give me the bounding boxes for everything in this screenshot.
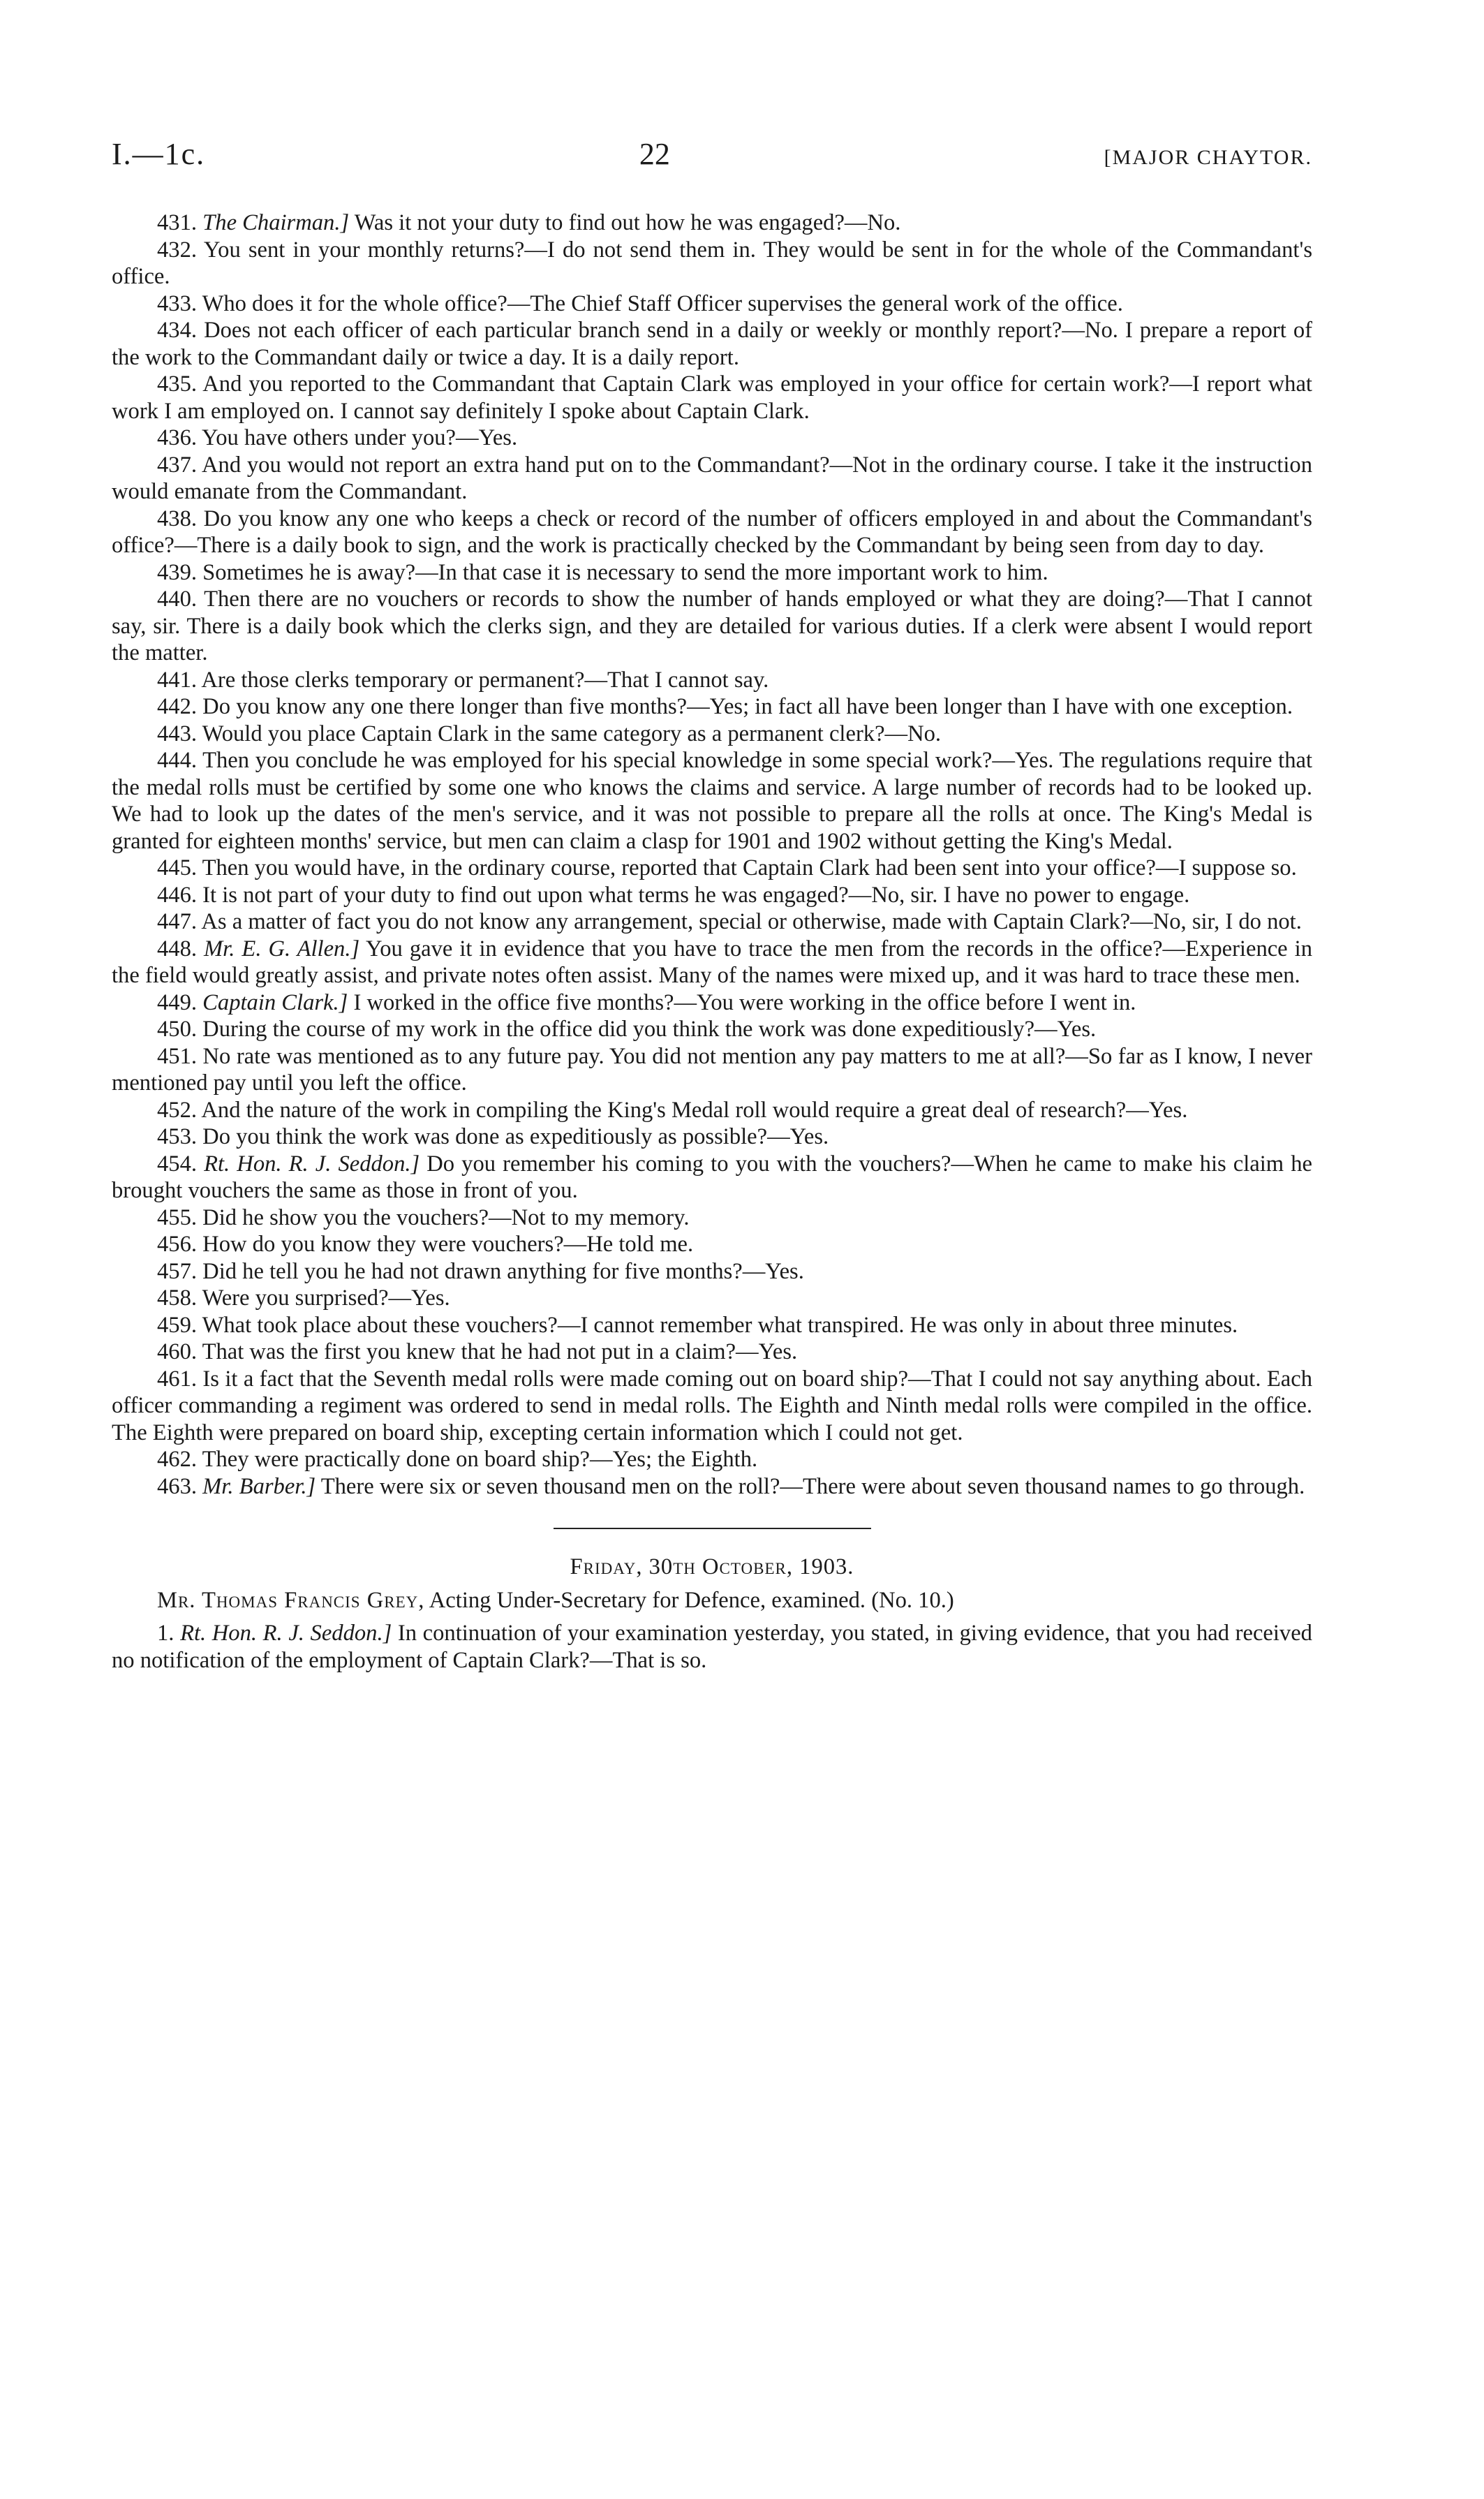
witness-number: (No. 10.) [871,1588,954,1613]
question-paragraph [112,667,1312,694]
speaker-name: Rt. Hon. R. J. Seddon.] [204,1151,420,1177]
question-paragraph [112,317,1312,371]
page-header [112,136,1312,178]
question-paragraph [112,1043,1312,1097]
question-paragraph [112,1097,1312,1124]
question-text: In continuation of your examination yesterday, you stated, in giving evidence, that you had received no notification of the employment of Captain Clark?—That is so. [112,1621,1312,1673]
evidence-body [112,209,1312,1500]
question-number: 459. [157,1312,198,1338]
question-paragraph [112,936,1312,989]
session-date: Friday, 30th October, 1903. [570,1554,854,1579]
speaker-name: Rt. Hon. R. J. Seddon.] [180,1621,392,1646]
question-number: 446. [157,882,198,908]
question-text: Did he tell you he had not drawn anything for five months?—Yes. [202,1258,804,1284]
question-text: No rate was mentioned as to any future pay. You did not mention any pay matters to me at all?—So far as I know, I never mentioned pay until you left the office. [112,1043,1312,1096]
question-paragraph [112,908,1312,936]
question-paragraph [112,1258,1312,1285]
question-paragraph [112,1123,1312,1151]
question-text: Do you know any one there longer than five months?—Yes; in fact all have been longer than I have with one exception. [202,694,1293,719]
question-number: 1. [157,1621,175,1646]
question-text: That was the first you knew that he had not put in a claim?—Yes. [202,1339,798,1364]
question-number: 456. [157,1232,198,1257]
question-number: 445. [157,855,198,880]
question-number: 461. [157,1366,198,1392]
question-number: 448. [157,936,198,961]
question-number: 455. [157,1204,198,1230]
question-paragraph [112,1016,1312,1043]
question-paragraph [112,1620,1312,1674]
question-text: And you would not report an extra hand put on to the Commandant?—Not in the ordinary course. I take it the instruction would emanate from the Commandant. [112,452,1312,504]
question-paragraph [112,1339,1312,1366]
witness-running-head: [MAJOR CHAYTOR. [1104,146,1312,169]
question-number: 458. [157,1285,198,1311]
question-text: Sometimes he is away?—In that case it is necessary to send the more important work to him. [202,559,1048,585]
question-number: 441. [157,667,198,693]
question-paragraph [112,1204,1312,1232]
question-number: 449. [157,989,198,1015]
question-number: 436. [157,425,198,450]
question-text: Who does it for the whole office?—The Chief Staff Officer supervises the general work of the office. [202,290,1123,316]
question-number: 438. [157,506,198,531]
question-text: Then there are no vouchers or records to show the number of hands employed or what they are doing?—That I cannot say, sir. There is a daily book which the clerks sign, and they are detailed for various duties. If a clerk were absent I would report the matter. [112,587,1312,665]
question-number: 453. [157,1124,198,1149]
speaker-name: Captain Clark.] [202,989,348,1015]
question-text: Is it a fact that the Seventh medal rolls were made coming out on board ship?—That I could not say anything about. Each officer commanding a regiment was ordered to send in medal rolls. The Eighth and Ninth medal rolls were compiled in the office. The Eighth were prepared on board ship, excepting certain information which I could not get. [112,1366,1312,1445]
witness-role: Acting Under-Secretary for Defence, examined. [429,1588,866,1613]
question-text: They were practically done on board ship?—Yes; the Eighth. [202,1447,758,1472]
question-number: 450. [157,1017,198,1042]
question-paragraph [112,586,1312,667]
question-paragraph [112,506,1312,559]
witness-line [112,1585,1312,1616]
question-paragraph [112,1366,1312,1447]
question-paragraph [112,882,1312,909]
question-number: 440. [157,587,198,612]
document-reference: I.—1c. [112,137,206,171]
question-text: Did he show you the vouchers?—Not to my memory. [202,1204,690,1230]
question-paragraph [112,290,1312,318]
question-paragraph [112,721,1312,748]
speaker-name: The Chairman.] [202,210,350,235]
question-text: I worked in the office five months?—You were working in the office before I went in. [353,989,1136,1015]
question-number: 432. [157,237,198,263]
question-text: Do you know any one who keeps a check or record of the number of officers employed in and about the Commandant's office?—There is a daily book to sign, and the work is practically checked by the Commandant by being seen from day to day. [112,506,1312,558]
question-number: 463. [157,1473,198,1499]
question-paragraph [112,855,1312,882]
speaker-name: Mr. E. G. Allen.] [204,936,360,961]
question-text: As a matter of fact you do not know any arrangement, special or otherwise, made with Captain Clark?—No, sir, I do not. [201,909,1302,934]
question-text: Does not each officer of each particular branch send in a daily or weekly or monthly report?—No. I prepare a report of the work to the Commandant daily or twice a day. It is a daily report. [112,318,1312,370]
question-text: Was it not your duty to find out how he was engaged?—No. [354,210,901,235]
question-text: What took place about these vouchers?—I cannot remember what transpired. He was only in about three minutes. [202,1312,1238,1338]
question-text: Do you think the work was done as expeditiously as possible?—Yes. [202,1124,829,1149]
question-paragraph [112,209,1312,237]
question-number: 439. [157,559,198,585]
question-text: You gave it in evidence that you have to trace the men from the records in the office?—Experience in the field would greatly assist, and private notes often assist. Many of the names were mixed up, and it was hard to trace these men. [112,936,1313,988]
question-paragraph [112,747,1312,855]
question-number: 434. [157,318,198,343]
question-number: 443. [157,721,198,746]
question-text: And you reported to the Commandant that Captain Clark was employed in your office for certain work?—I report what work I am employed on. I cannot say definitely I spoke about Captain Clark. [112,371,1312,424]
document-page [112,136,1312,1674]
question-text: Then you would have, in the ordinary course, reported that Captain Clark had been sent into your office?—I suppose so. [202,855,1297,880]
question-number: 454. [157,1151,198,1177]
question-paragraph [112,559,1312,587]
question-text: How do you know they were vouchers?—He told me. [202,1232,694,1257]
question-number: 437. [157,452,198,478]
question-text: Were you surprised?—Yes. [202,1285,450,1311]
question-number: 435. [157,371,198,397]
question-text: It is not part of your duty to find out upon what terms he was engaged?—No, sir. I have no power to engage. [202,882,1190,908]
question-paragraph [112,1473,1312,1501]
question-number: 451. [157,1043,198,1069]
question-number: 452. [157,1097,198,1123]
question-text: And the nature of the work in compiling the King's Medal roll would require a great deal of research?—Yes. [201,1097,1188,1123]
witness-name: Mr. Thomas Francis Grey, [157,1588,425,1613]
question-paragraph [112,1231,1312,1258]
question-text: Are those clerks temporary or permanent?—That I cannot say. [201,667,769,693]
question-text: Then you conclude he was employed for his special knowledge in some special work?—Yes. The regulations require that the medal rolls must be certified by some one who knows the claims and service. A large number of records had to be looked up. We had to look up the dates of the men's service, and it was not possible to prepare all the rolls at once. The King's Medal is granted for eighteen months' service, but men can claim a clasp for 1901 and 1902 without getting the King's Medal. [112,748,1312,854]
question-number: 460. [157,1339,198,1364]
question-number: 431. [157,210,198,235]
question-paragraph [112,371,1312,425]
question-paragraph [112,693,1312,721]
question-text: Do you remember his coming to you with the vouchers?—When he came to make his claim he brought vouchers the same as those in front of you. [112,1151,1312,1203]
question-text: You have others under you?—Yes. [201,425,518,450]
question-number: 447. [157,909,198,934]
question-paragraph [112,1312,1312,1339]
section-divider [554,1528,871,1529]
question-text: There were six or seven thousand men on the roll?—There were about seven thousand names to go through. [320,1473,1305,1499]
question-paragraph [112,1285,1312,1312]
question-text: During the course of my work in the office did you think the work was done expeditiously?—Yes. [202,1017,1097,1042]
question-paragraph [112,989,1312,1017]
question-text: You sent in your monthly returns?—I do not send them in. They would be sent in for the whole of the Commandant's office. [112,237,1312,289]
question-paragraph [112,1446,1312,1473]
question-paragraph [112,237,1312,290]
question-paragraph [112,1151,1312,1204]
question-number: 462. [157,1447,198,1472]
page-number: 22 [639,137,670,171]
question-number: 457. [157,1258,198,1284]
question-number: 442. [157,694,198,719]
question-number: 433. [157,290,198,316]
speaker-name: Mr. Barber.] [202,1473,316,1499]
question-paragraph [112,452,1312,506]
question-text: Would you place Captain Clark in the same category as a permanent clerk?—No. [202,721,942,746]
question-paragraph [112,425,1312,452]
question-number: 444. [157,748,198,773]
